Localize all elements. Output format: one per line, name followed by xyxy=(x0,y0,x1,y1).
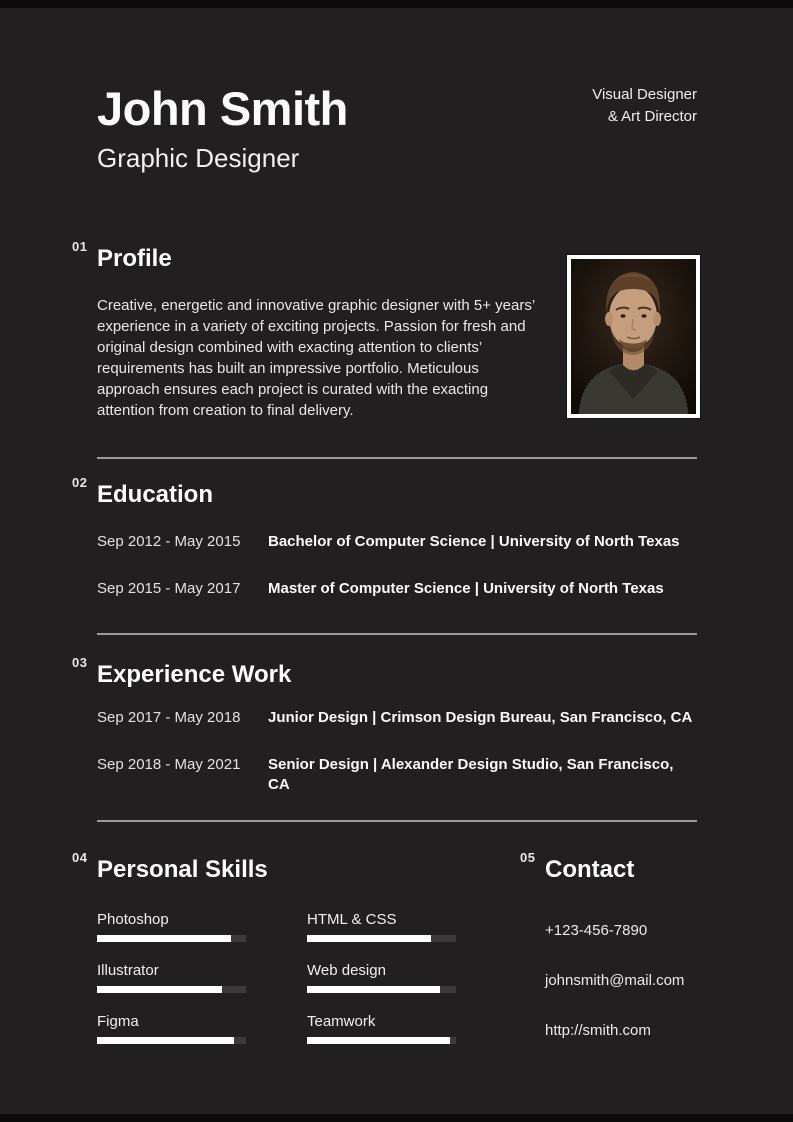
contact-heading xyxy=(520,849,697,885)
experience-description: Junior Design | Crimson Design Bureau, San Francisco, CA xyxy=(268,708,693,726)
experience-dates: Sep 2017 - May 2018 xyxy=(97,708,241,726)
section-number: 05 xyxy=(520,849,536,865)
profile-photo xyxy=(567,255,700,418)
portrait-illustration xyxy=(571,259,696,414)
header xyxy=(97,0,697,175)
skill-bar xyxy=(307,935,456,942)
skill-bar-fill xyxy=(307,1037,450,1044)
experience-dates: Sep 2018 - May 2021 xyxy=(97,755,241,773)
skill-bar xyxy=(307,1037,456,1044)
skill-item xyxy=(97,962,307,993)
section-title: Contact xyxy=(545,855,635,883)
section-title: Profile xyxy=(97,244,172,272)
section-number: 02 xyxy=(72,475,88,491)
skills-heading xyxy=(72,849,545,885)
divider xyxy=(97,820,697,822)
section-title: Education xyxy=(97,481,214,509)
section-experience xyxy=(72,655,697,795)
page-bottom-edge xyxy=(0,1114,793,1122)
job-title: Graphic Designer xyxy=(97,143,300,174)
skill-bar-fill xyxy=(307,986,440,993)
education-heading xyxy=(72,475,697,510)
contact-email: johnsmith@mail.com xyxy=(545,971,685,989)
section-contact xyxy=(520,849,697,1044)
section-number: 04 xyxy=(72,849,88,865)
education-description: Master of Computer Science | University of North Texas xyxy=(268,580,664,598)
skill-item xyxy=(97,1013,307,1044)
education-description: Bachelor of Computer Science | University of North Texas xyxy=(268,533,680,551)
education-row xyxy=(97,579,697,599)
section-profile xyxy=(72,238,697,422)
experience-description: Senior Design | Alexander Design Studio, San Francisco, CA xyxy=(268,755,674,793)
tagline xyxy=(592,84,697,128)
section-education xyxy=(72,475,697,599)
education-dates: Sep 2012 - May 2015 xyxy=(97,533,241,551)
tagline-line1: Visual Designer xyxy=(592,86,697,103)
education-dates: Sep 2015 - May 2017 xyxy=(97,580,241,598)
experience-list xyxy=(97,708,697,795)
profile-summary: Creative, energetic and innovative graphic designer with 5+ years’ experience in a variety of exciting projects. Passion for fresh and original design combined with exacting attention to clients’ requirements has built an impressive portfolio. Meticulous approach ensures each project is curated with the exacting attention from creation to final delivery. xyxy=(97,297,535,420)
skill-item xyxy=(307,911,517,942)
skill-bar-fill xyxy=(97,935,231,942)
skill-item xyxy=(307,1013,517,1044)
skill-bar xyxy=(97,1037,246,1044)
section-title: Personal Skills xyxy=(97,855,268,883)
skill-bar xyxy=(97,935,246,942)
contact-list xyxy=(545,921,697,1041)
skills-grid xyxy=(97,911,545,1044)
section-title: Experience Work xyxy=(97,661,292,689)
skill-bar xyxy=(97,986,246,993)
skill-item xyxy=(307,962,517,993)
education-list xyxy=(97,532,697,599)
skill-label: Figma xyxy=(97,1012,139,1030)
education-row xyxy=(97,532,697,552)
skill-item xyxy=(97,911,307,942)
skill-label: Teamwork xyxy=(307,1012,376,1030)
skill-bar xyxy=(307,986,456,993)
tagline-line2: & Art Director xyxy=(607,108,697,125)
divider xyxy=(97,633,697,635)
section-number: 01 xyxy=(72,238,88,254)
person-name: John Smith xyxy=(97,82,348,135)
section-skills xyxy=(72,849,545,1044)
section-number: 03 xyxy=(72,655,88,671)
skill-label: Web design xyxy=(307,961,386,979)
skill-label: Photoshop xyxy=(97,910,169,928)
skill-bar-fill xyxy=(97,986,222,993)
divider xyxy=(97,457,697,459)
skill-bar-fill xyxy=(307,935,431,942)
skill-label: Illustrator xyxy=(97,961,159,979)
experience-row xyxy=(97,755,697,795)
experience-row xyxy=(97,708,697,728)
skill-label: HTML & CSS xyxy=(307,910,397,928)
contact-website: http://smith.com xyxy=(545,1021,651,1039)
skill-bar-fill xyxy=(97,1037,234,1044)
experience-heading xyxy=(72,655,697,690)
contact-phone: +123-456-7890 xyxy=(545,921,648,939)
bottom-columns xyxy=(72,849,697,1044)
